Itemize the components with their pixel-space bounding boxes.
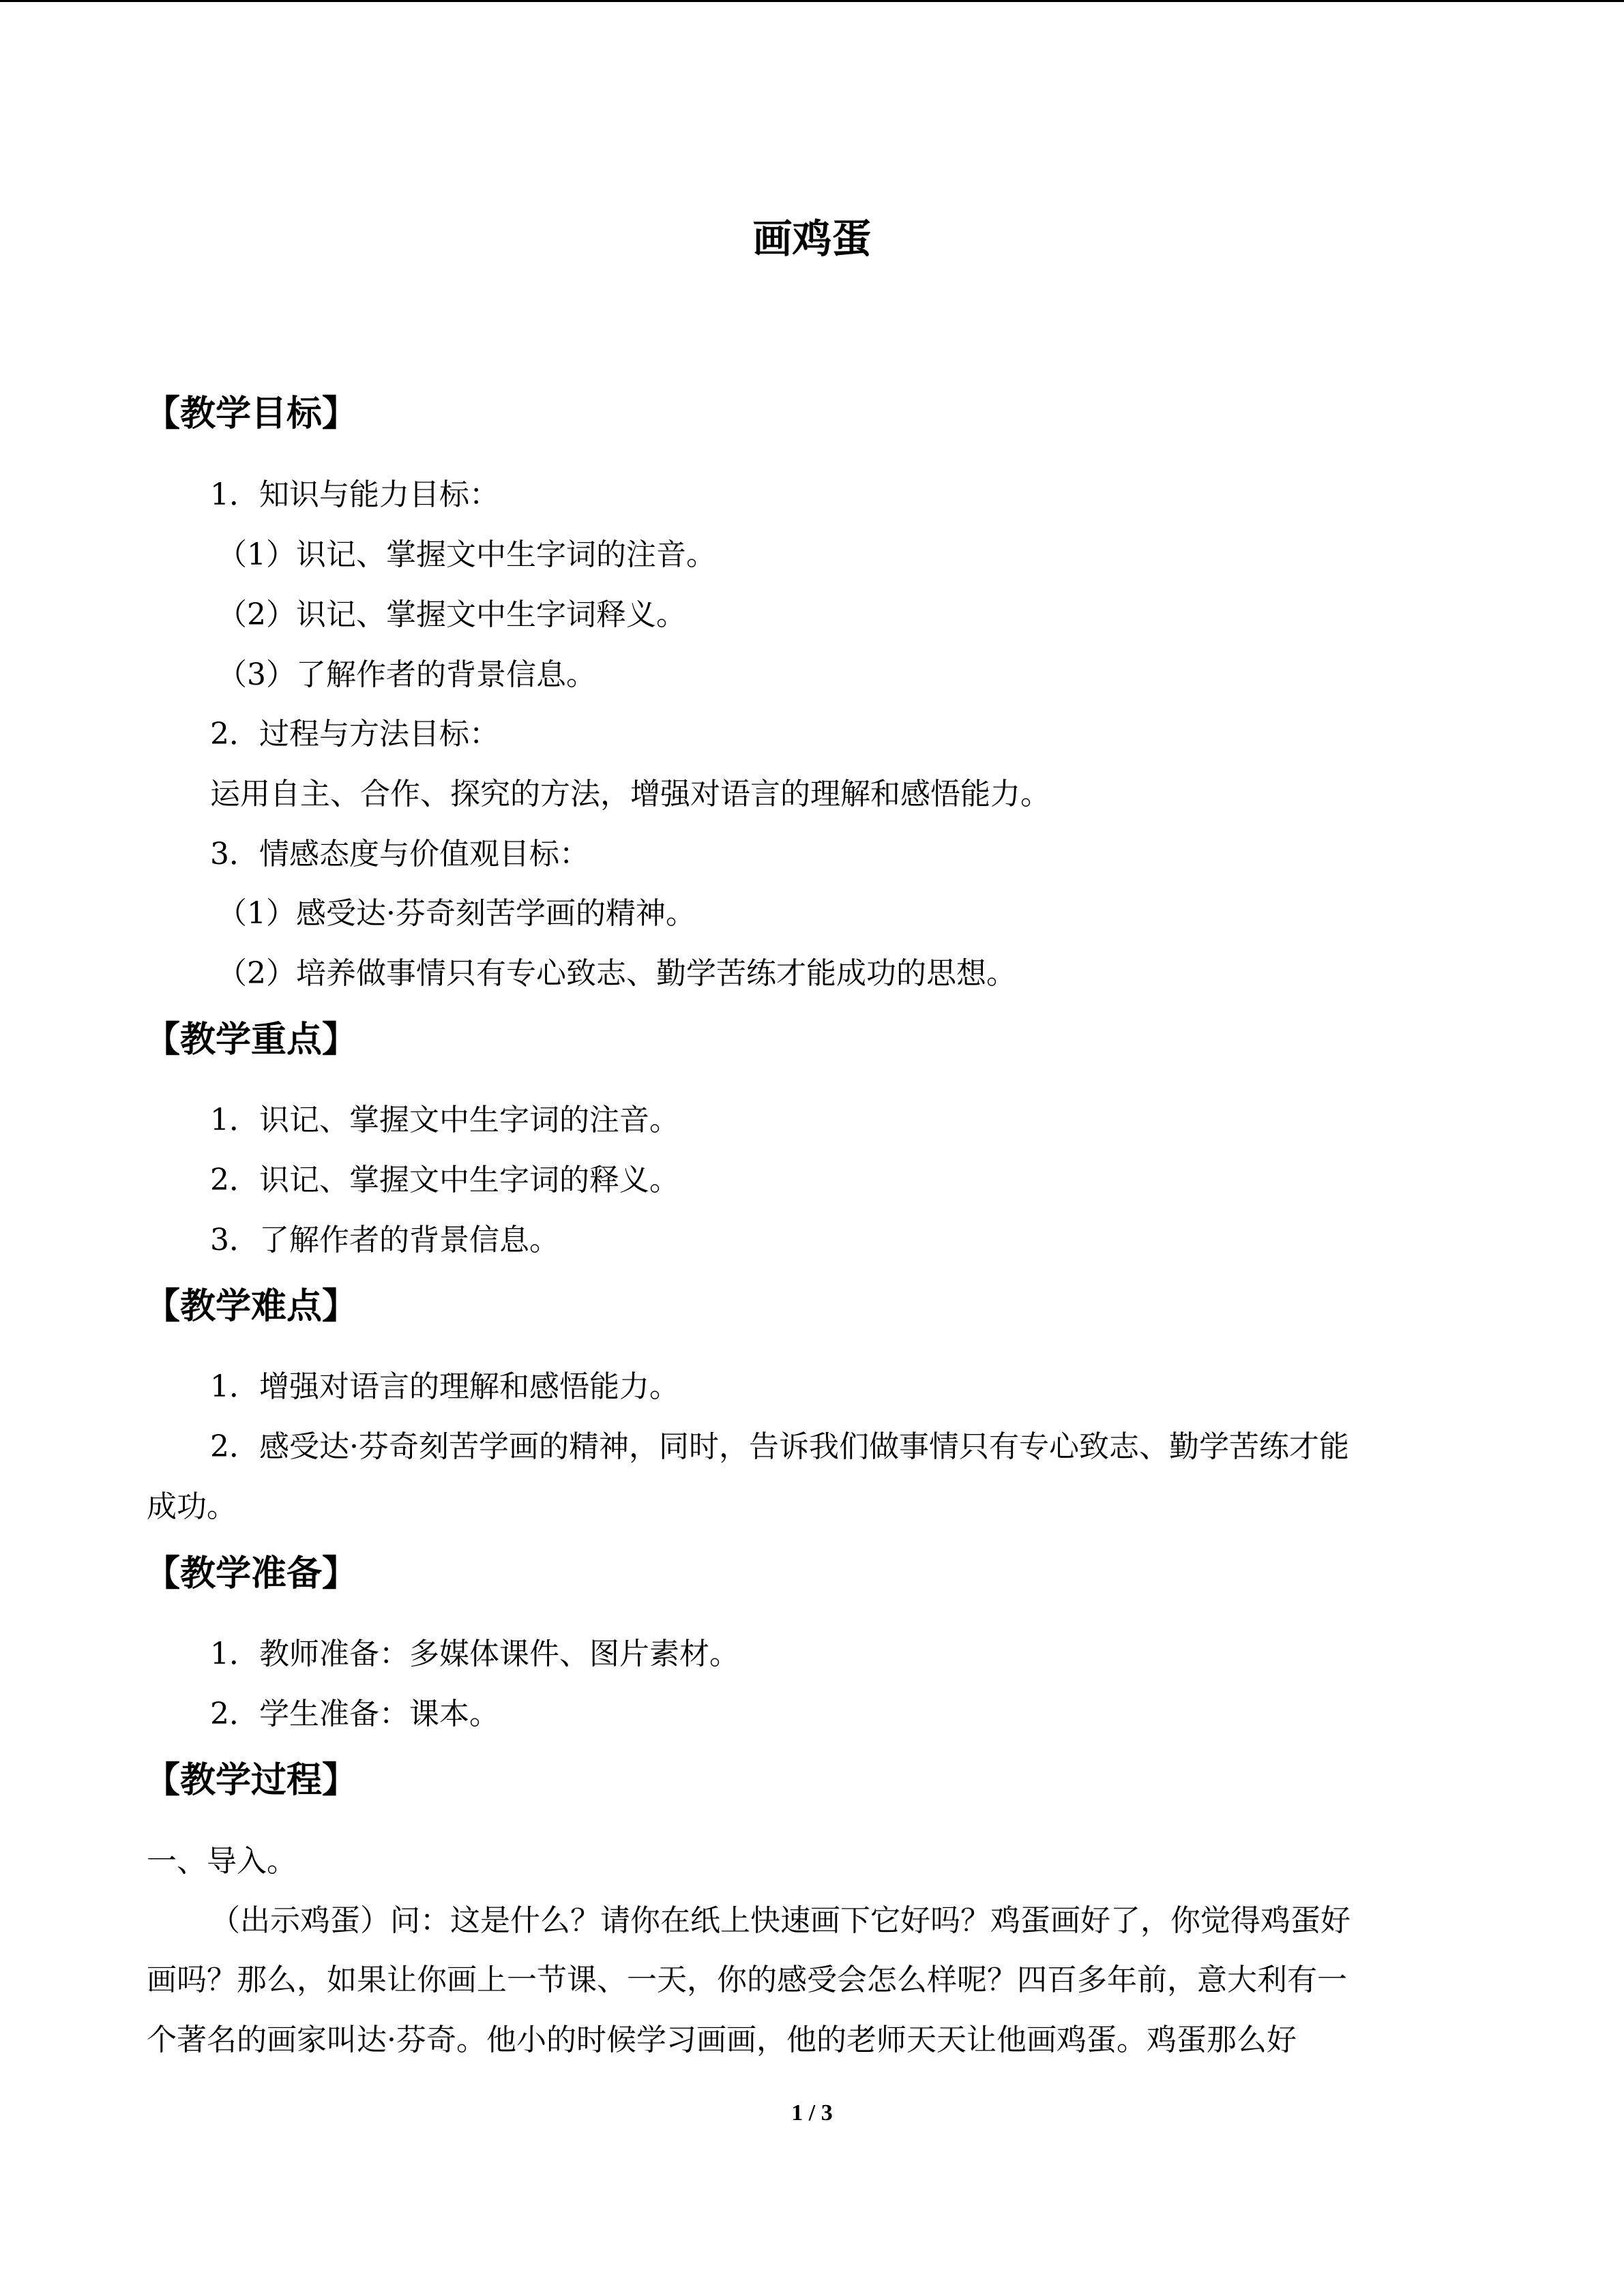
preparation-line: 2．学生准备：课本。 bbox=[210, 1697, 499, 1731]
section-heading-teaching-goals: 【教学目标】 bbox=[145, 393, 358, 434]
process-line: （出示鸡蛋）问：这是什么？请你在纸上快速画下它好吗？鸡蛋画好了，你觉得鸡蛋好 bbox=[210, 1903, 1350, 1938]
goal-line: 运用自主、合作、探究的方法，增强对语言的理解和感悟能力。 bbox=[210, 777, 1050, 811]
goal-line: 3．情感态度与价值观目标： bbox=[210, 837, 589, 871]
section-heading-key-points: 【教学重点】 bbox=[145, 1019, 358, 1060]
goal-line: （1）识记、掌握文中生字词的注音。 bbox=[217, 537, 716, 572]
page-number: 1 / 3 bbox=[791, 2100, 833, 2126]
goal-line: （1）感受达·芬奇刻苦学画的精神。 bbox=[217, 896, 696, 931]
document-title: 画鸡蛋 bbox=[752, 215, 872, 262]
preparation-line: 1．教师准备：多媒体课件、图片素材。 bbox=[210, 1637, 739, 1671]
goal-line: （2）识记、掌握文中生字词释义。 bbox=[217, 597, 686, 632]
page-top-border bbox=[0, 0, 1624, 2]
difficulty-line: 成功。 bbox=[147, 1489, 237, 1524]
goal-line: （3）了解作者的背景信息。 bbox=[217, 657, 596, 692]
section-heading-difficulties: 【教学难点】 bbox=[145, 1286, 358, 1327]
key-point-line: 2．识记、掌握文中生字词的释义。 bbox=[210, 1163, 679, 1197]
difficulty-line: 1．增强对语言的理解和感悟能力。 bbox=[210, 1369, 679, 1404]
process-line: 画吗？那么，如果让你画上一节课、一天，你的感受会怎么样呢？四百多年前，意大利有一 bbox=[147, 1963, 1347, 1997]
goal-line: 1．知识与能力目标： bbox=[210, 477, 499, 512]
goal-line: （2）培养做事情只有专心致志、勤学苦练才能成功的思想。 bbox=[217, 956, 1016, 991]
section-heading-preparation: 【教学准备】 bbox=[145, 1553, 358, 1594]
goal-line: 2．过程与方法目标： bbox=[210, 717, 499, 751]
process-line: 个著名的画家叫达·芬奇。他小的时候学习画画，他的老师天天让他画鸡蛋。鸡蛋那么好 bbox=[147, 2023, 1297, 2057]
key-point-line: 3．了解作者的背景信息。 bbox=[210, 1223, 559, 1257]
process-line: 一、导入。 bbox=[147, 1844, 297, 1879]
difficulty-line: 2．感受达·芬奇刻苦学画的精神，同时，告诉我们做事情只有专心致志、勤学苦练才能 bbox=[210, 1429, 1349, 1464]
section-heading-process: 【教学过程】 bbox=[145, 1760, 358, 1801]
key-point-line: 1．识记、掌握文中生字词的注音。 bbox=[210, 1103, 679, 1137]
